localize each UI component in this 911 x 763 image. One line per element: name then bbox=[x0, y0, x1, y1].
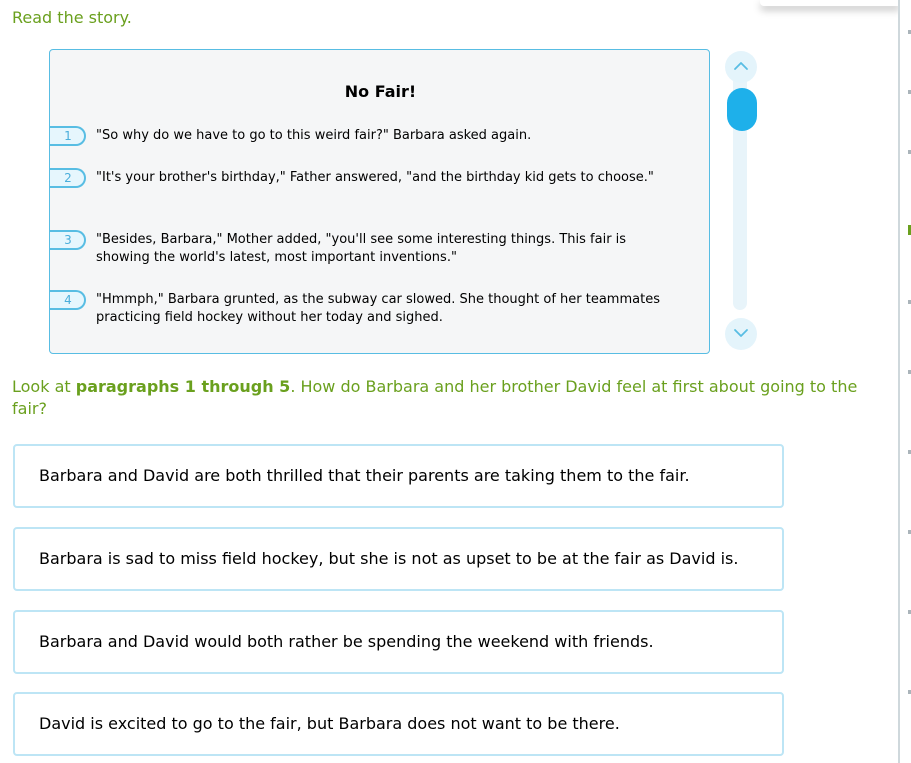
paragraph-number: 1 bbox=[49, 126, 86, 146]
question-text bbox=[12, 376, 892, 420]
scrollbar-thumb[interactable] bbox=[727, 88, 757, 131]
paragraph-text: "It's your brother's birthday," Father answered, "and the birthday kid gets to choose." bbox=[96, 170, 654, 185]
question-suffix: . How do Barbara and her brother David feel at first about going to the fair? bbox=[12, 377, 858, 418]
answer-choice-text: Barbara and David are both thrilled that their parents are taking them to the fair. bbox=[39, 466, 690, 485]
right-panel-edge bbox=[898, 0, 911, 763]
chevron-down-icon bbox=[733, 328, 749, 338]
answer-choice-text: Barbara is sad to miss field hockey, but she is not as upset to be at the fair as David is. bbox=[39, 549, 739, 568]
answer-choice-text: Barbara and David would both rather be spending the weekend with friends. bbox=[39, 632, 654, 651]
paragraph-text: "So why do we have to go to this weird fair?" Barbara asked again. bbox=[96, 128, 532, 143]
answer-choice-4[interactable] bbox=[13, 692, 784, 756]
answer-choice-1[interactable] bbox=[13, 444, 784, 508]
scroll-up-button[interactable] bbox=[725, 51, 757, 83]
paragraph-number: 4 bbox=[49, 290, 86, 310]
paragraph-number: 3 bbox=[49, 230, 86, 250]
story-title: No Fair! bbox=[344, 82, 417, 101]
answer-choice-text: David is excited to go to the fair, but Barbara does not want to be there. bbox=[39, 714, 620, 733]
paragraph-text: "Besides, Barbara," Mother added, "you'll see some interesting things. This fair is showing the world's latest, most important inventions." bbox=[96, 232, 627, 265]
answer-choice-3[interactable] bbox=[13, 610, 784, 674]
question-prefix: Look at bbox=[12, 377, 76, 396]
scroll-down-button[interactable] bbox=[725, 318, 757, 350]
answer-choice-2[interactable] bbox=[13, 527, 784, 591]
story-passage[interactable] bbox=[49, 49, 710, 354]
popup-shadow-edge bbox=[760, 0, 900, 6]
question-emphasis: paragraphs 1 through 5 bbox=[75, 377, 291, 396]
instruction-text: Read the story. bbox=[12, 8, 132, 27]
chevron-up-icon bbox=[733, 61, 749, 71]
paragraph-number: 2 bbox=[49, 168, 86, 188]
paragraph-text: "Hmmph," Barbara grunted, as the subway car slowed. She thought of her teammates practicing field hockey without her today and sighed. bbox=[96, 292, 660, 325]
